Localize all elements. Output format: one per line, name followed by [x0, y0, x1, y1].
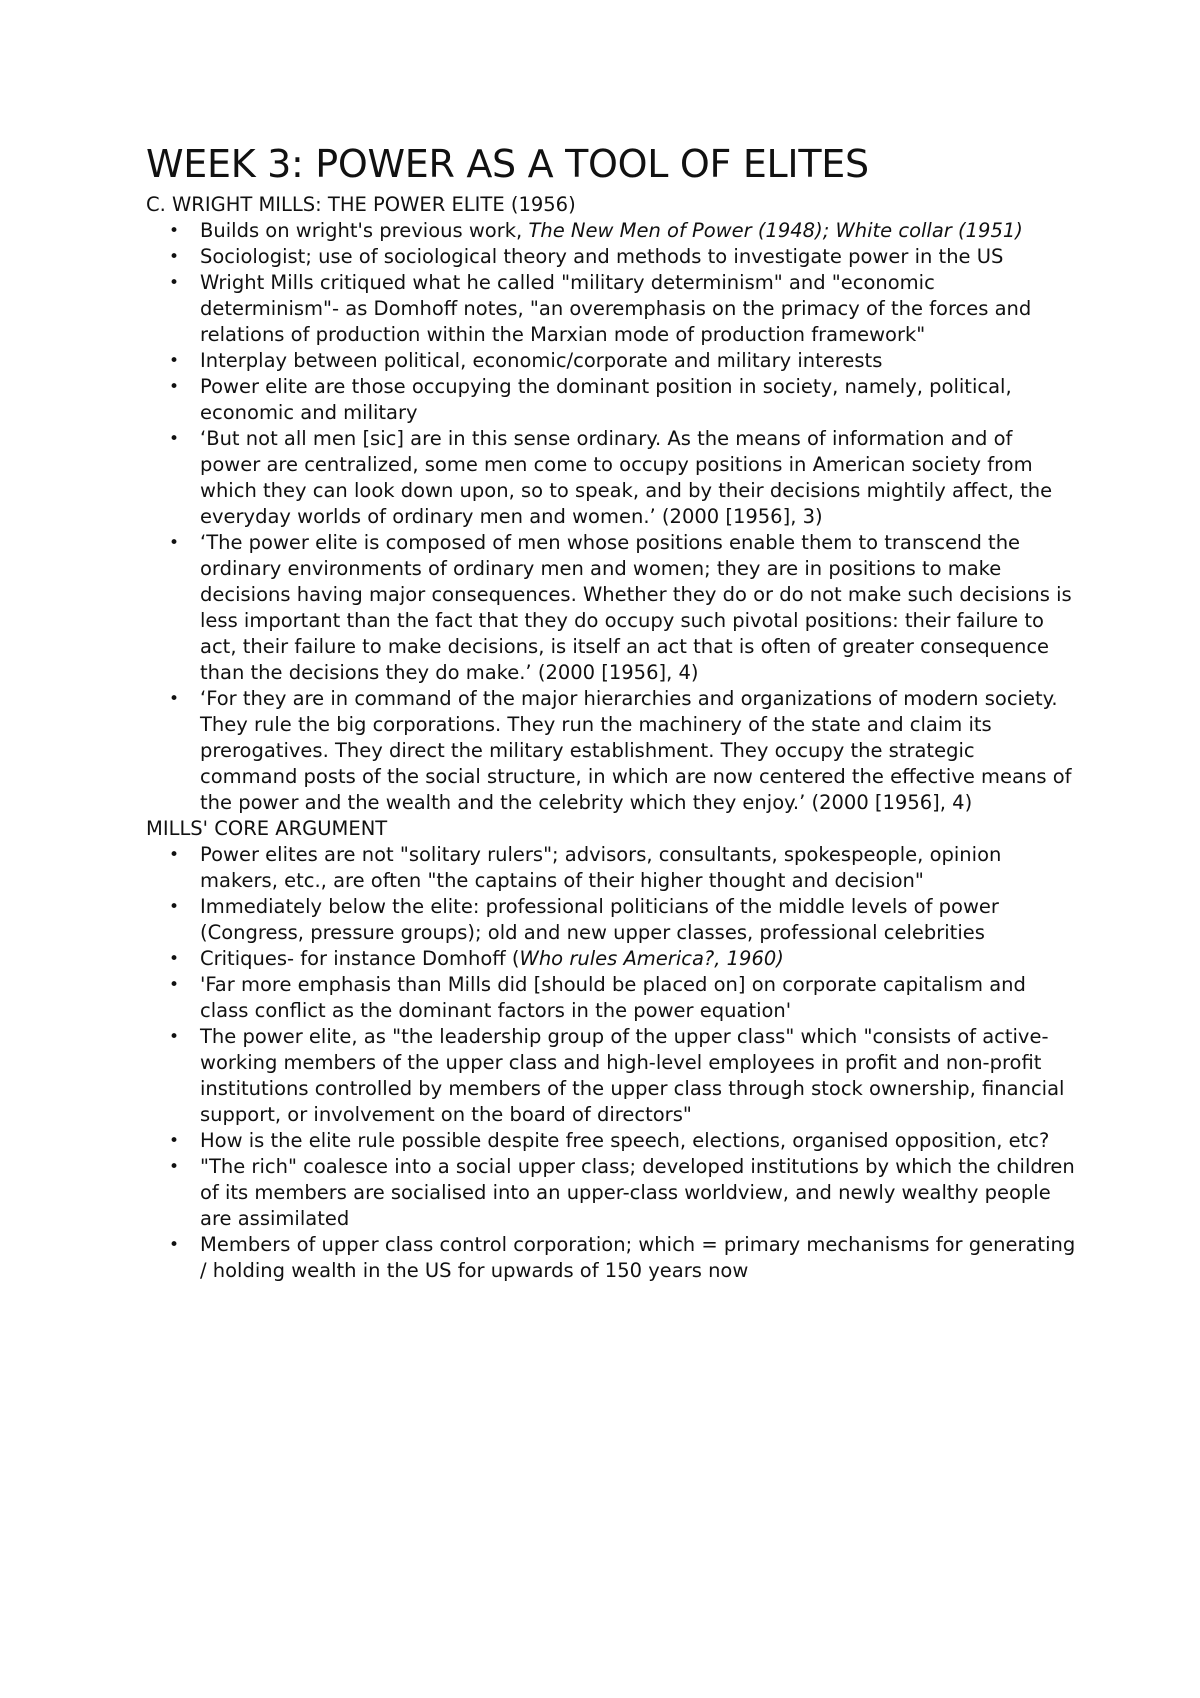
list-item-text-plain: Wright Mills critiqued what he called "military determinism" and "economic determinism"- as Domhoff notes, "an overemphasis on the primacy of the forces and relations of production within the Marxian mode of production framework" [200, 271, 1032, 346]
list-item-text-plain: Members of upper class control corporation; which = primary mechanisms for generating / holding wealth in the US for upwards of 150 years now [200, 1233, 1076, 1282]
list-item [146, 686, 1076, 816]
list-item-text-plain: "The rich" coalesce into a social upper class; developed institutions by which the children of its members are socialised into an upper-class worldview, and newly wealthy people are assimilated [200, 1155, 1075, 1230]
list-item-text-plain: Power elites are not "solitary rulers"; advisors, consultants, spokespeople, opinion makers, etc., are often "the captains of their higher thought and decision" [200, 843, 1002, 892]
bullet-icon: • [168, 533, 180, 553]
section-heading-core-argument: MILLS' CORE ARGUMENT [146, 817, 388, 840]
bullet-list-core-argument [146, 842, 1076, 1284]
list-item-text [200, 1025, 1064, 1126]
list-item [146, 244, 1076, 270]
list-item-text [200, 1155, 1075, 1230]
list-item-text [200, 947, 784, 970]
list-item [146, 1232, 1076, 1284]
list-item [146, 1128, 1076, 1154]
bullet-icon: • [168, 351, 180, 371]
list-item-text-plain: Interplay between political, economic/corporate and military interests [200, 349, 883, 372]
list-item [146, 374, 1076, 426]
bullet-icon: • [168, 975, 180, 995]
list-item-text-plain: How is the elite rule possible despite free speech, elections, organised opposition, etc? [200, 1129, 1050, 1152]
bullet-icon: • [168, 845, 180, 865]
list-item-text [200, 531, 1072, 684]
list-item-text-plain: The power elite, as "the leadership group of the upper class" which "consists of active-working members of the upper class and high-level employees in profit and non-profit institutions controlled by members of the upper class through stock ownership, financial support, or involvement on the board of directors" [200, 1025, 1065, 1126]
bullet-icon: • [168, 429, 180, 449]
bullet-icon: • [168, 1131, 180, 1151]
list-item-text [200, 349, 882, 372]
list-item-text [200, 1129, 1049, 1152]
list-item-text-plain: Sociologist; use of sociological theory and methods to investigate power in the US [200, 245, 1004, 268]
bullet-list-power-elite [146, 218, 1076, 816]
list-item-text [200, 687, 1072, 814]
bullet-icon: • [168, 897, 180, 917]
list-item-text-plain: ‘For they are in command of the major hierarchies and organizations of modern society. They rule the big corporations. They run the machinery of the state and claim its prerogatives. They direct the military establishment. They occupy the strategic command posts of the social structure, in which are now centered the effective means of the power and the wealth and the celebrity which they enjoy.’ (2000 [1956], 4) [200, 687, 1072, 814]
list-item-text [200, 843, 1001, 892]
list-item [146, 894, 1076, 946]
list-item-text [200, 245, 1003, 268]
bullet-icon: • [168, 1157, 180, 1177]
bullet-icon: • [168, 949, 180, 969]
list-item-text-italic: The New Men of Power (1948); White collar (1951) [528, 219, 1023, 242]
list-item [146, 530, 1076, 686]
list-item-text-plain: Immediately below the elite: professional politicians of the middle levels of power (Congress, pressure groups); old and new upper classes, professional celebrities [200, 895, 999, 944]
list-item [146, 1154, 1076, 1232]
list-item [146, 972, 1076, 1024]
list-item-text-plain: ‘The power elite is composed of men whose positions enable them to transcend the ordinary environments of ordinary men and women; they are in positions to make decisions having major consequences. Whether they do or do not make such decisions is less important than the fact that they do occupy such pivotal positions: their failure to act, their failure to make decisions, is itself an act that is often of greater consequence than the decisions they do make.’ (2000 [1956], 4) [200, 531, 1072, 684]
bullet-icon: • [168, 1027, 180, 1047]
list-item-text [200, 219, 1023, 242]
list-item [146, 270, 1076, 348]
page-title: WEEK 3: POWER AS A TOOL OF ELITES [146, 142, 869, 186]
list-item [146, 1024, 1076, 1128]
section-heading-power-elite: C. WRIGHT MILLS: THE POWER ELITE (1956) [146, 193, 576, 216]
list-item-text-plain: Builds on wright's previous work, [200, 219, 529, 242]
document-page [146, 140, 1076, 1284]
list-item-text [200, 271, 1031, 346]
bullet-icon: • [168, 1235, 180, 1255]
list-item [146, 426, 1076, 530]
bullet-icon: • [168, 221, 180, 241]
list-item [146, 348, 1076, 374]
bullet-icon: • [168, 247, 180, 267]
bullet-icon: • [168, 273, 180, 293]
list-item-text [200, 1233, 1075, 1282]
list-item [146, 842, 1076, 894]
list-item-text [200, 427, 1052, 528]
list-item-text [200, 895, 999, 944]
list-item-text [200, 973, 1026, 1022]
list-item-text-plain: Critiques- for instance Domhoff ( [200, 947, 520, 970]
list-item [146, 946, 1076, 972]
list-item-text-italic: Who rules America?, 1960) [519, 947, 784, 970]
bullet-icon: • [168, 689, 180, 709]
list-item-text [200, 375, 1012, 424]
list-item-text-plain: ‘But not all men [sic] are in this sense ordinary. As the means of information and of power are centralized, some men come to occupy positions in American society from which they can look down upon, so to speak, and by their decisions mightily affect, the everyday worlds of ordinary men and women.’ (2000 [1956], 3) [200, 427, 1053, 528]
list-item [146, 218, 1076, 244]
list-item-text-plain: Power elite are those occupying the dominant position in society, namely, political, economic and military [200, 375, 1012, 424]
list-item-text-plain: 'Far more emphasis than Mills did [should be placed on] on corporate capitalism and class conflict as the dominant factors in the power equation' [200, 973, 1026, 1022]
bullet-icon: • [168, 377, 180, 397]
